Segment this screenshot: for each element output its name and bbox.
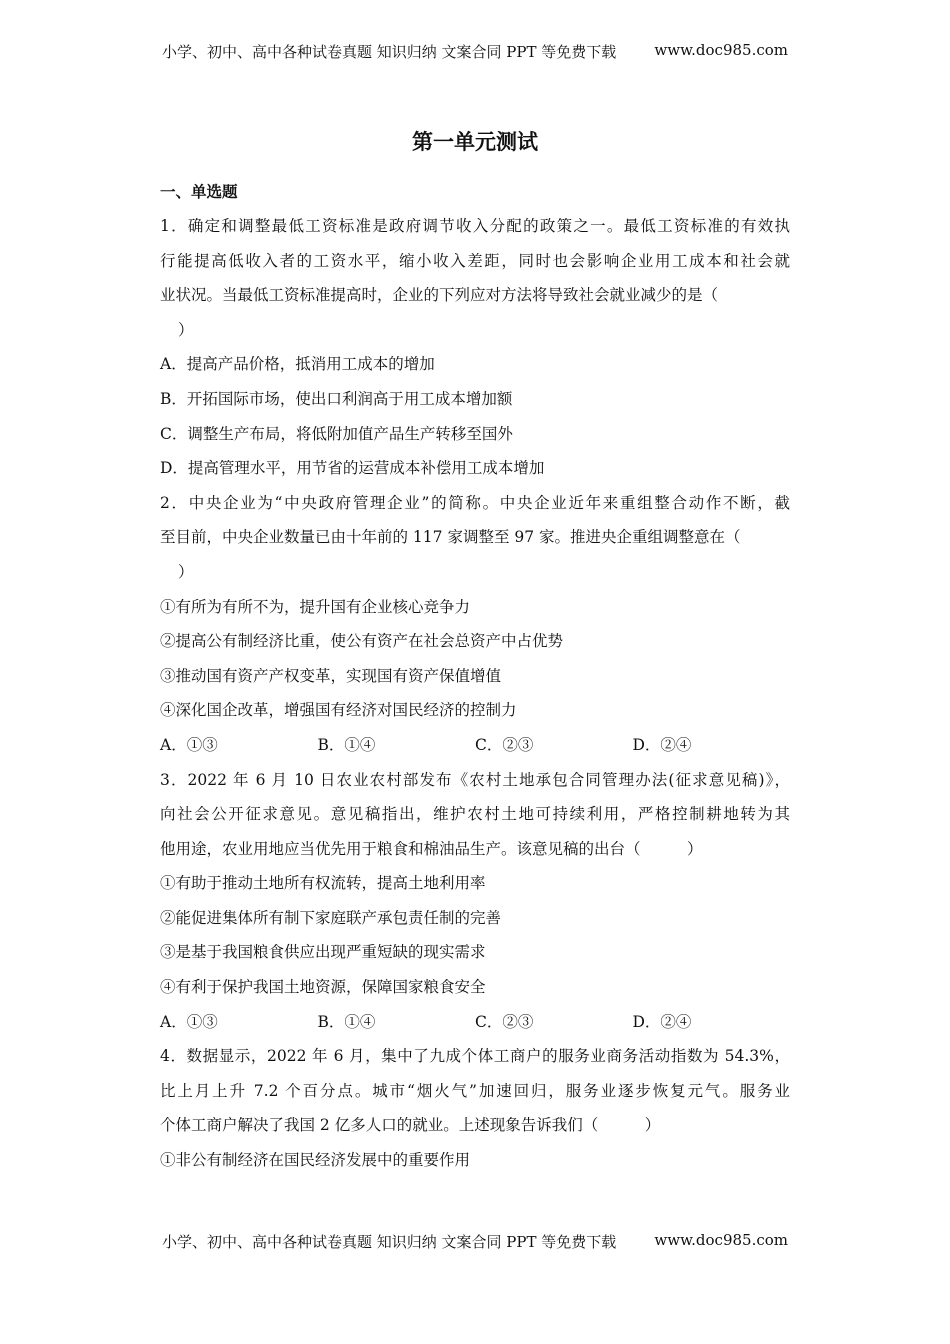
options-row	[160, 733, 790, 757]
statement-item: ④深化国企改革，增强国有经济对国民经济的控制力	[160, 701, 517, 720]
option-a[interactable]: A．①③	[160, 735, 218, 754]
question-text-line: 向社会公开征求意见。意见稿指出，维护农村土地可持续利用，严格控制耕地转为其	[160, 805, 790, 824]
question-text-line: 4．数据显示，2022 年 6 月，集中了九成个体工商户的服务业商务活动指数为 54.3%，	[160, 1047, 790, 1066]
statement-item: ④有利于保护我国土地资源，保障国家粮食安全	[160, 978, 486, 997]
statement-item: ①有所为有所不为，提升国有企业核心竞争力	[160, 597, 471, 616]
footer-text: 小学、初中、高中各种试卷真题 知识归纳 文案合同 PPT 等免费下载	[162, 1233, 617, 1251]
question-text-line: 行能提高低收入者的工资水平，缩小收入差距，同时也会影响企业用工成本和社会就	[160, 251, 790, 270]
question-4	[160, 1044, 790, 1172]
option-c[interactable]: C．②③	[475, 735, 534, 754]
page-title: 第一单元测试	[412, 129, 538, 154]
header-text: 小学、初中、高中各种试卷真题 知识归纳 文案合同 PPT 等免费下载	[162, 43, 617, 61]
question-text-line: 至目前，中央企业数量已由十年前的 117 家调整至 97 家。推进央企重组调整意在（	[160, 528, 741, 547]
footer-url: www.doc985.com	[654, 1231, 788, 1249]
question-text-line: 业状况。当最低工资标准提高时，企业的下列应对方法将导致社会就业减少的是（	[160, 286, 719, 305]
option-a[interactable]: A．提高产品价格，抵消用工成本的增加	[160, 355, 435, 374]
statement-item: ①非公有制经济在国民经济发展中的重要作用	[160, 1151, 471, 1170]
header-url: www.doc985.com	[654, 41, 788, 59]
question-3	[160, 768, 790, 1034]
question-text-line: 1．确定和调整最低工资标准是政府调节收入分配的政策之一。最低工资标准的有效执	[160, 217, 790, 235]
question-1	[160, 214, 790, 480]
answer-blank: ）	[178, 562, 194, 581]
question-text-line: 2．中央企业为“中央政府管理企业”的简称。中央企业近年来重组整合动作不断，截	[160, 493, 790, 512]
section-heading: 一、单选题	[160, 182, 238, 201]
option-b[interactable]: B．①④	[317, 735, 376, 754]
statement-item: ②能促进集体所有制下家庭联产承包责任制的完善	[160, 908, 502, 927]
option-c[interactable]: C．调整生产布局，将低附加值产品生产转移至国外	[160, 424, 513, 443]
question-text-line: 3．2022 年 6 月 10 日农业农村部发布《农村土地承包合同管理办法(征求意见稿)》，	[160, 770, 790, 789]
statement-item: ①有助于推动土地所有权流转，提高土地利用率	[160, 874, 486, 893]
page-footer	[162, 1231, 788, 1252]
question-text-line: 他用途，农业用地应当优先用于粮食和棉油品生产。该意见稿的出台（ ）	[160, 839, 703, 858]
option-d[interactable]: D．②④	[632, 1012, 692, 1031]
option-d[interactable]: D．②④	[632, 735, 692, 754]
option-b[interactable]: B．开拓国际市场，使出口利润高于用工成本增加额	[160, 389, 513, 408]
option-c[interactable]: C．②③	[475, 1012, 534, 1031]
option-b[interactable]: B．①④	[317, 1012, 376, 1031]
question-text-line: 个体工商户解决了我国 2 亿多人口的就业。上述现象告诉我们（ ）	[160, 1116, 661, 1135]
statement-item: ③是基于我国粮食供应出现严重短缺的现实需求	[160, 943, 486, 962]
statement-item: ③推动国有资产产权变革，实现国有资产保值增值	[160, 666, 502, 685]
option-a[interactable]: A．①③	[160, 1012, 218, 1031]
question-2	[160, 491, 790, 757]
statement-item: ②提高公有制经济比重，使公有资产在社会总资产中占优势	[160, 632, 564, 651]
page-header	[162, 41, 788, 62]
option-d[interactable]: D．提高管理水平，用节省的运营成本补偿用工成本增加	[160, 459, 545, 478]
options-row	[160, 1010, 790, 1034]
answer-blank: ）	[178, 320, 194, 339]
question-text-line: 比上月上升 7.2 个百分点。城市“烟火气”加速回归，服务业逐步恢复元气。服务业	[160, 1081, 790, 1100]
exam-content	[160, 180, 790, 1183]
